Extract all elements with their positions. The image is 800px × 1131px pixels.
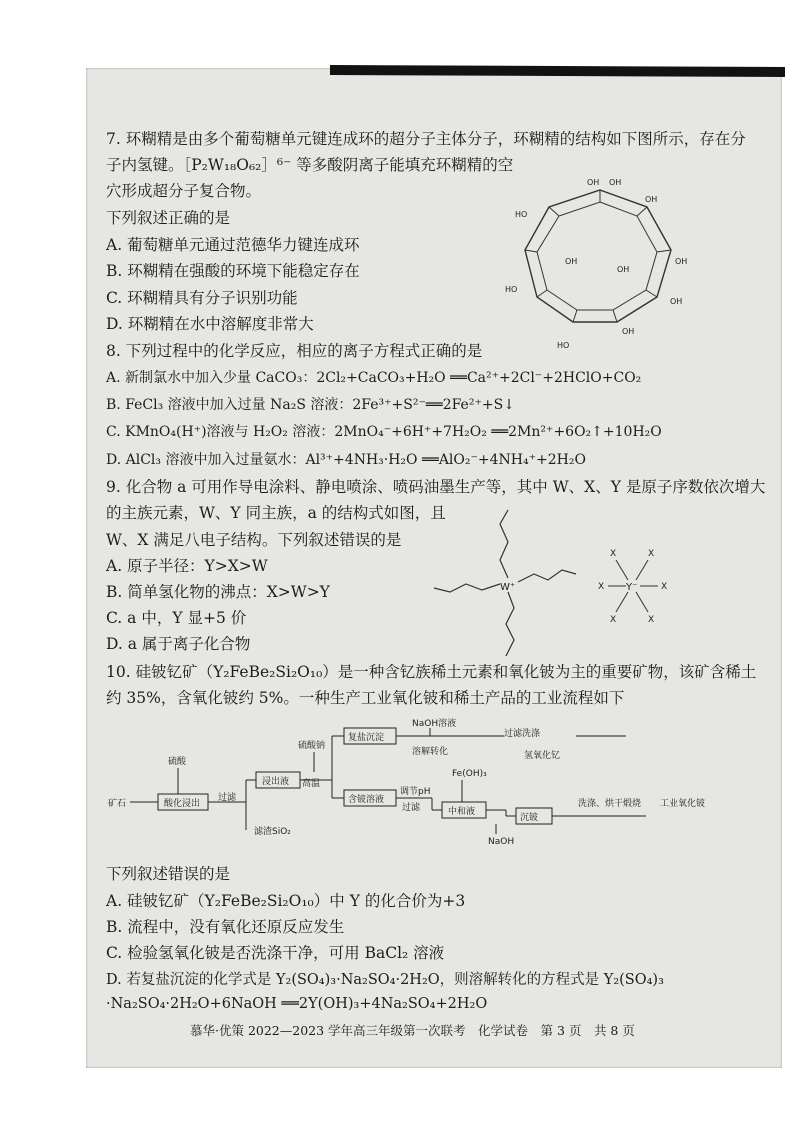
flow-wash-dry: 洗涤、烘干煅烧 bbox=[578, 799, 642, 809]
x-atom-label: X bbox=[648, 615, 655, 625]
flow-acid-leach: 酸化浸出 bbox=[164, 799, 201, 809]
q8-option-a: A. 新制氯水中加入少量 CaCO₃：2Cl₂+CaCO₃+H₂O ══Ca²⁺+2Cl⁻+2HClO+CO₂ bbox=[106, 370, 642, 386]
q9-option-a: A. 原子半径：Y>X>W bbox=[106, 557, 268, 575]
flow-sulfuric: 硫酸 bbox=[168, 757, 187, 767]
flow-residue: 滤渣SiO₂ bbox=[254, 827, 291, 837]
cyclodextrin-structure bbox=[505, 172, 695, 352]
oh-label: OH bbox=[565, 257, 578, 266]
flow-naoh-solution: NaOH溶液 bbox=[412, 719, 457, 729]
q7-option-d: D. 环糊精在水中溶解度非常大 bbox=[106, 315, 314, 333]
q8-option-d: D. AlCl₃ 溶液中加入过量氨水：Al³⁺+4NH₃·H₂O ══AlO₂⁻+4NH₄⁺+2H₂O bbox=[106, 452, 586, 468]
q7-option-c: C. 环糊精具有分子识别功能 bbox=[106, 289, 298, 307]
q9-line1: 9. 化合物 a 可用作导电涂料、静电喷涂、喷码油墨生产等，其中 W、X、Y 是原子序数依次增大 bbox=[106, 478, 766, 496]
flow-filter1: 过滤 bbox=[218, 793, 237, 803]
x-atom-label: X bbox=[661, 582, 668, 592]
flow-be-solution: 含铍溶液 bbox=[348, 795, 385, 805]
flow-product: 工业氧化铍 bbox=[660, 799, 706, 809]
q10-option-d: D. 若复盐沉淀的化学式是 Y₂(SO₄)₃·Na₂SO₄·2H₂O，则溶解转化的方程式是 Y₂(SO₄)₃ bbox=[106, 972, 664, 988]
q10-stem: 下列叙述错误的是 bbox=[106, 865, 231, 883]
q10-line1: 10. 硅铍钇矿（Y₂FeBe₂Si₂O₁₀）是一种含钇族稀土元素和氧化铍为主的重要矿物，该矿含稀土 bbox=[106, 663, 757, 681]
q10-option-d-continued: ·Na₂SO₄·2H₂O+6NaOH ══2Y(OH)₃+4Na₂SO₄+2H₂O bbox=[106, 996, 488, 1012]
flow-naoh: NaOH bbox=[488, 837, 515, 847]
q7-stem: 下列叙述正确的是 bbox=[106, 209, 231, 227]
q7-line2: 子内氢键。［P₂W₁₈O₆₂］⁶⁻ 等多酸阴离子能填充环糊精的空 bbox=[106, 156, 514, 174]
x-atom-label: X bbox=[598, 582, 605, 592]
oh-label: OH bbox=[645, 195, 658, 204]
q9-line2: 的主族元素，W、Y 同主族，a 的结构式如图，且 bbox=[106, 504, 446, 522]
q7-line1: 7. 环糊精是由多个葡萄糖单元键连成环的超分子主体分子，环糊精的结构如下图所示，存在分 bbox=[106, 130, 746, 148]
process-flow-diagram bbox=[106, 714, 706, 854]
flow-sodium-sulfate: 硫酸钠 bbox=[298, 741, 326, 751]
flow-precip: 沉铍 bbox=[520, 813, 539, 823]
q7-line3: 穴形成超分子复合物。 bbox=[106, 182, 262, 200]
x-atom-label: X bbox=[610, 615, 617, 625]
ho-label: HO bbox=[505, 285, 518, 294]
q7-option-b: B. 环糊精在强酸的环境下能稳定存在 bbox=[106, 262, 360, 280]
flow-neutral: 中和液 bbox=[448, 807, 476, 817]
flow-filter2: 过滤 bbox=[402, 803, 421, 813]
q10-option-a: A. 硅铍钇矿（Y₂FeBe₂Si₂O₁₀）中 Y 的化合价为+3 bbox=[106, 892, 466, 910]
x-atom-label: X bbox=[610, 549, 617, 559]
y-atom-label: Y⁻ bbox=[626, 582, 638, 593]
oh-label: OH bbox=[622, 327, 635, 336]
scan-edge bbox=[330, 65, 785, 77]
flow-filter-wash: 过滤洗涤 bbox=[504, 729, 541, 739]
q10-option-b: B. 流程中，没有氧化还原反应发生 bbox=[106, 918, 345, 936]
flow-double-salt: 复盐沉淀 bbox=[348, 733, 385, 743]
q9-option-d: D. a 属于离子化合物 bbox=[106, 635, 251, 653]
flow-feoh3: Fe(OH)₃ bbox=[452, 769, 487, 779]
q8-stem: 8. 下列过程中的化学反应，相应的离子方程式正确的是 bbox=[106, 342, 483, 360]
flow-adjust-ph: 调节pH bbox=[400, 787, 431, 797]
q9-option-b: B. 简单氢化物的沸点：X>W>Y bbox=[106, 583, 330, 601]
flow-dissolve: 溶解转化 bbox=[412, 747, 449, 757]
q10-line2: 约 35%，含氧化铍约 5%。一种生产工业氧化铍和稀土产品的工业流程如下 bbox=[106, 689, 625, 707]
oh-label: OH bbox=[670, 297, 683, 306]
ho-label: HO bbox=[515, 210, 528, 219]
flow-yttrium-hydroxide: 氢氧化钇 bbox=[524, 751, 561, 761]
q8-option-c: C. KMnO₄(H⁺)溶液与 H₂O₂ 溶液：2MnO₄⁻+6H⁺+7H₂O₂ ══2Mn²⁺+6O₂↑+10H₂O bbox=[106, 424, 662, 440]
q8-option-b: B. FeCl₃ 溶液中加入过量 Na₂S 溶液：2Fe³⁺+S²⁻══2Fe²⁺+S↓ bbox=[106, 397, 515, 413]
q9-line3: W、X 满足八电子结构。下列叙述错误的是 bbox=[106, 531, 402, 549]
x-atom-label: X bbox=[648, 549, 655, 559]
oh-label: OH bbox=[587, 178, 600, 187]
flow-leachate: 浸出液 bbox=[262, 777, 290, 787]
oh-label: OH bbox=[675, 257, 688, 266]
q7-option-a: A. 葡萄糖单元通过范德华力键连成环 bbox=[106, 236, 360, 254]
page-footer: 慕华·优策 2022—2023 学年高三年级第一次联考 化学试卷 第 3 页 共 8 页 bbox=[190, 1023, 635, 1038]
ho-label: HO bbox=[557, 341, 570, 350]
q9-option-c: C. a 中，Y 显+5 价 bbox=[106, 609, 247, 627]
flow-ore: 矿石 bbox=[108, 799, 127, 809]
oh-label: OH bbox=[617, 265, 630, 274]
w-atom-label: W⁺ bbox=[500, 582, 516, 593]
oh-label: OH bbox=[609, 178, 622, 187]
q10-option-c: C. 检验氢氧化铍是否洗涤干净，可用 BaCl₂ 溶液 bbox=[106, 944, 445, 962]
flow-high-temp: 高温 bbox=[302, 779, 321, 789]
compound-a-structure bbox=[430, 508, 690, 658]
